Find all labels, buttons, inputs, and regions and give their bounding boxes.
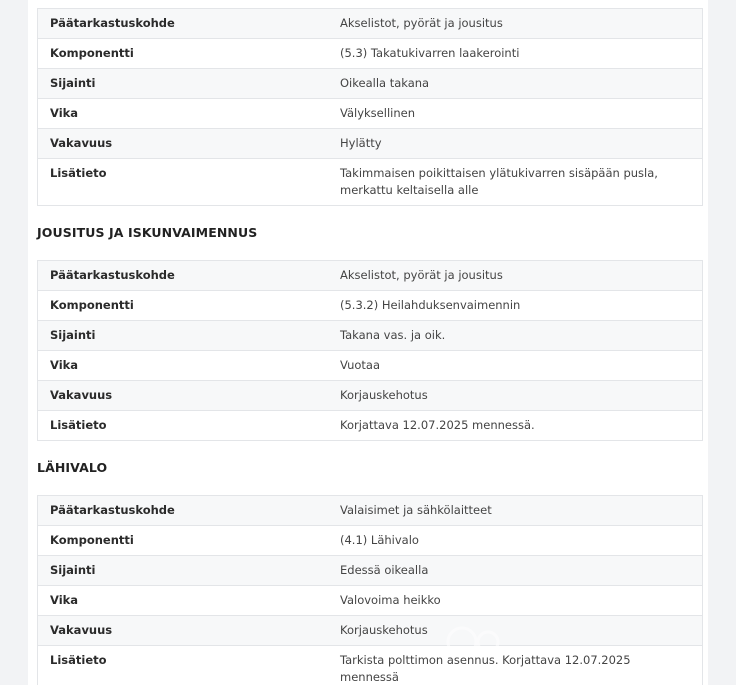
table-row — [38, 646, 703, 685]
row-label: Vakavuus — [38, 616, 329, 646]
row-label: Komponentti — [38, 291, 329, 321]
table-row — [38, 351, 703, 381]
row-value: Oikealla takana — [328, 69, 703, 99]
inspection-report — [37, 8, 703, 685]
table-row — [38, 321, 703, 351]
row-value: Tarkista polttimon asennus. Korjattava 12.07.2025 mennessä — [328, 646, 703, 685]
row-value: Vuotaa — [328, 351, 703, 381]
row-value: Valovoima heikko — [328, 586, 703, 616]
section-heading-low-beam: LÄHIVALO — [37, 460, 108, 475]
row-label: Päätarkastuskohde — [38, 261, 329, 291]
row-value: Korjauskehotus — [328, 381, 703, 411]
row-value: Korjauskehotus — [328, 616, 703, 646]
table-row — [38, 556, 703, 586]
row-label: Päätarkastuskohde — [38, 496, 329, 526]
row-label: Vika — [38, 99, 329, 129]
table-row — [38, 616, 703, 646]
row-value: Akselistot, pyörät ja jousitus — [328, 261, 703, 291]
section-heading-suspension: JOUSITUS JA ISKUNVAIMENNUS — [37, 225, 258, 240]
row-label: Vakavuus — [38, 129, 329, 159]
table-row — [38, 526, 703, 556]
defect-table-3 — [37, 495, 703, 685]
table-row — [38, 39, 703, 69]
table-row — [38, 69, 703, 99]
row-value: Välyksellinen — [328, 99, 703, 129]
row-value: (4.1) Lähivalo — [328, 526, 703, 556]
table-row — [38, 411, 703, 441]
row-value: Korjattava 12.07.2025 mennessä. — [328, 411, 703, 441]
table-row — [38, 586, 703, 616]
row-value: Takimmaisen poikittaisen ylätukivarren sisäpään pusla, merkattu keltaisella alle — [328, 159, 703, 206]
defect-table-1 — [37, 8, 703, 206]
row-label: Sijainti — [38, 321, 329, 351]
row-label: Vika — [38, 586, 329, 616]
row-label: Sijainti — [38, 556, 329, 586]
row-label: Komponentti — [38, 39, 329, 69]
row-value: Edessä oikealla — [328, 556, 703, 586]
row-label: Sijainti — [38, 69, 329, 99]
row-value: Hylätty — [328, 129, 703, 159]
table-row — [38, 9, 703, 39]
table-row — [38, 381, 703, 411]
defect-table-2 — [37, 260, 703, 441]
row-value: Akselistot, pyörät ja jousitus — [328, 9, 703, 39]
table-row — [38, 291, 703, 321]
row-label: Lisätieto — [38, 411, 329, 441]
table-row — [38, 99, 703, 129]
row-value: (5.3.2) Heilahduksenvaimennin — [328, 291, 703, 321]
row-value: (5.3) Takatukivarren laakerointi — [328, 39, 703, 69]
row-value: Valaisimet ja sähkölaitteet — [328, 496, 703, 526]
row-label: Lisätieto — [38, 159, 329, 206]
row-label: Vakavuus — [38, 381, 329, 411]
table-row — [38, 496, 703, 526]
table-row — [38, 159, 703, 206]
row-value: Takana vas. ja oik. — [328, 321, 703, 351]
row-label: Komponentti — [38, 526, 329, 556]
row-label: Päätarkastuskohde — [38, 9, 329, 39]
row-label: Vika — [38, 351, 329, 381]
table-row — [38, 129, 703, 159]
row-label: Lisätieto — [38, 646, 329, 685]
table-row — [38, 261, 703, 291]
